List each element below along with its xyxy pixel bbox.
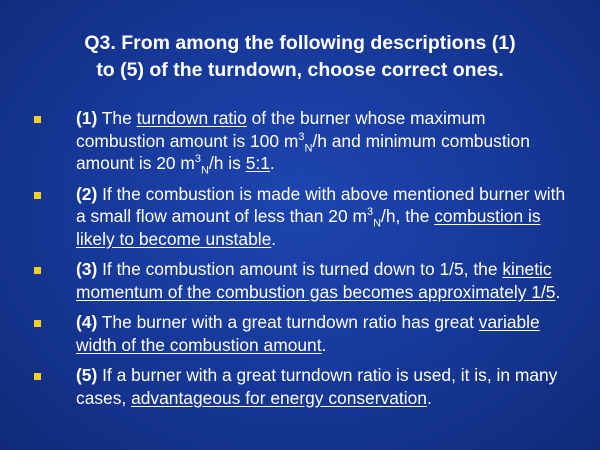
superscript: 3 [298,130,305,143]
item-text: of the burner whose maximum combustion amount is 100 m [76,108,486,151]
list-item-1 [0,107,600,175]
superscript: 3 [366,206,374,219]
item-text: /h, the [381,206,435,226]
subscript: N [373,217,382,230]
list-item-2 [0,183,600,251]
list-item-4 [0,311,600,356]
item-text: . [321,334,327,355]
item-number: (4) [76,312,98,332]
title-line-1: Q3. From among the following descriptions (1) [84,32,516,54]
item-text: If a burner with a great turndown ratio is used, it is, in many cases, [76,365,558,408]
underlined-term: advantageous for energy conservation [131,387,427,408]
square-bullet-icon [34,192,41,199]
subscript: N [201,164,209,177]
item-number: (5) [76,365,98,385]
item-text: . [426,387,432,408]
item-text: The [97,108,137,128]
bullet-list [0,107,600,417]
item-text: . [555,281,561,302]
underlined-term: combustion is likely to become unstable [76,206,541,249]
square-bullet-icon [34,373,41,380]
item-text: . [269,153,275,173]
item-number: (2) [76,183,98,204]
item-number: (3) [76,259,98,279]
square-bullet-icon [34,116,41,123]
underlined-term: 5:1 [245,153,270,173]
subscript: N [304,141,313,154]
item-text: If the combustion is made with above mentioned burner with a small flow amount of less than 20 m [76,183,566,226]
item-number: (1) [76,108,98,128]
item-text: If the combustion amount is turned down to 1/5, the [97,259,503,279]
item-text: /h and minimum combustion amount is 20 m [76,130,530,173]
list-item-3 [0,258,600,303]
item-text: . [271,228,277,249]
underlined-term: variable width of the combustion amount [76,312,540,355]
square-bullet-icon [34,267,41,274]
list-item-5 [0,364,600,409]
item-text: The burner with a great turndown ratio has great [97,312,479,332]
superscript: 3 [194,153,202,166]
underlined-term: turndown ratio [136,108,247,128]
title-line-2: to (5) of the turndown, choose correct ones. [96,59,504,81]
square-bullet-icon [34,320,41,327]
item-text: /h is [208,153,246,173]
underlined-term: kinetic momentum of the combustion gas becomes approximately 1/5 [76,259,556,302]
slide-title [30,30,570,84]
